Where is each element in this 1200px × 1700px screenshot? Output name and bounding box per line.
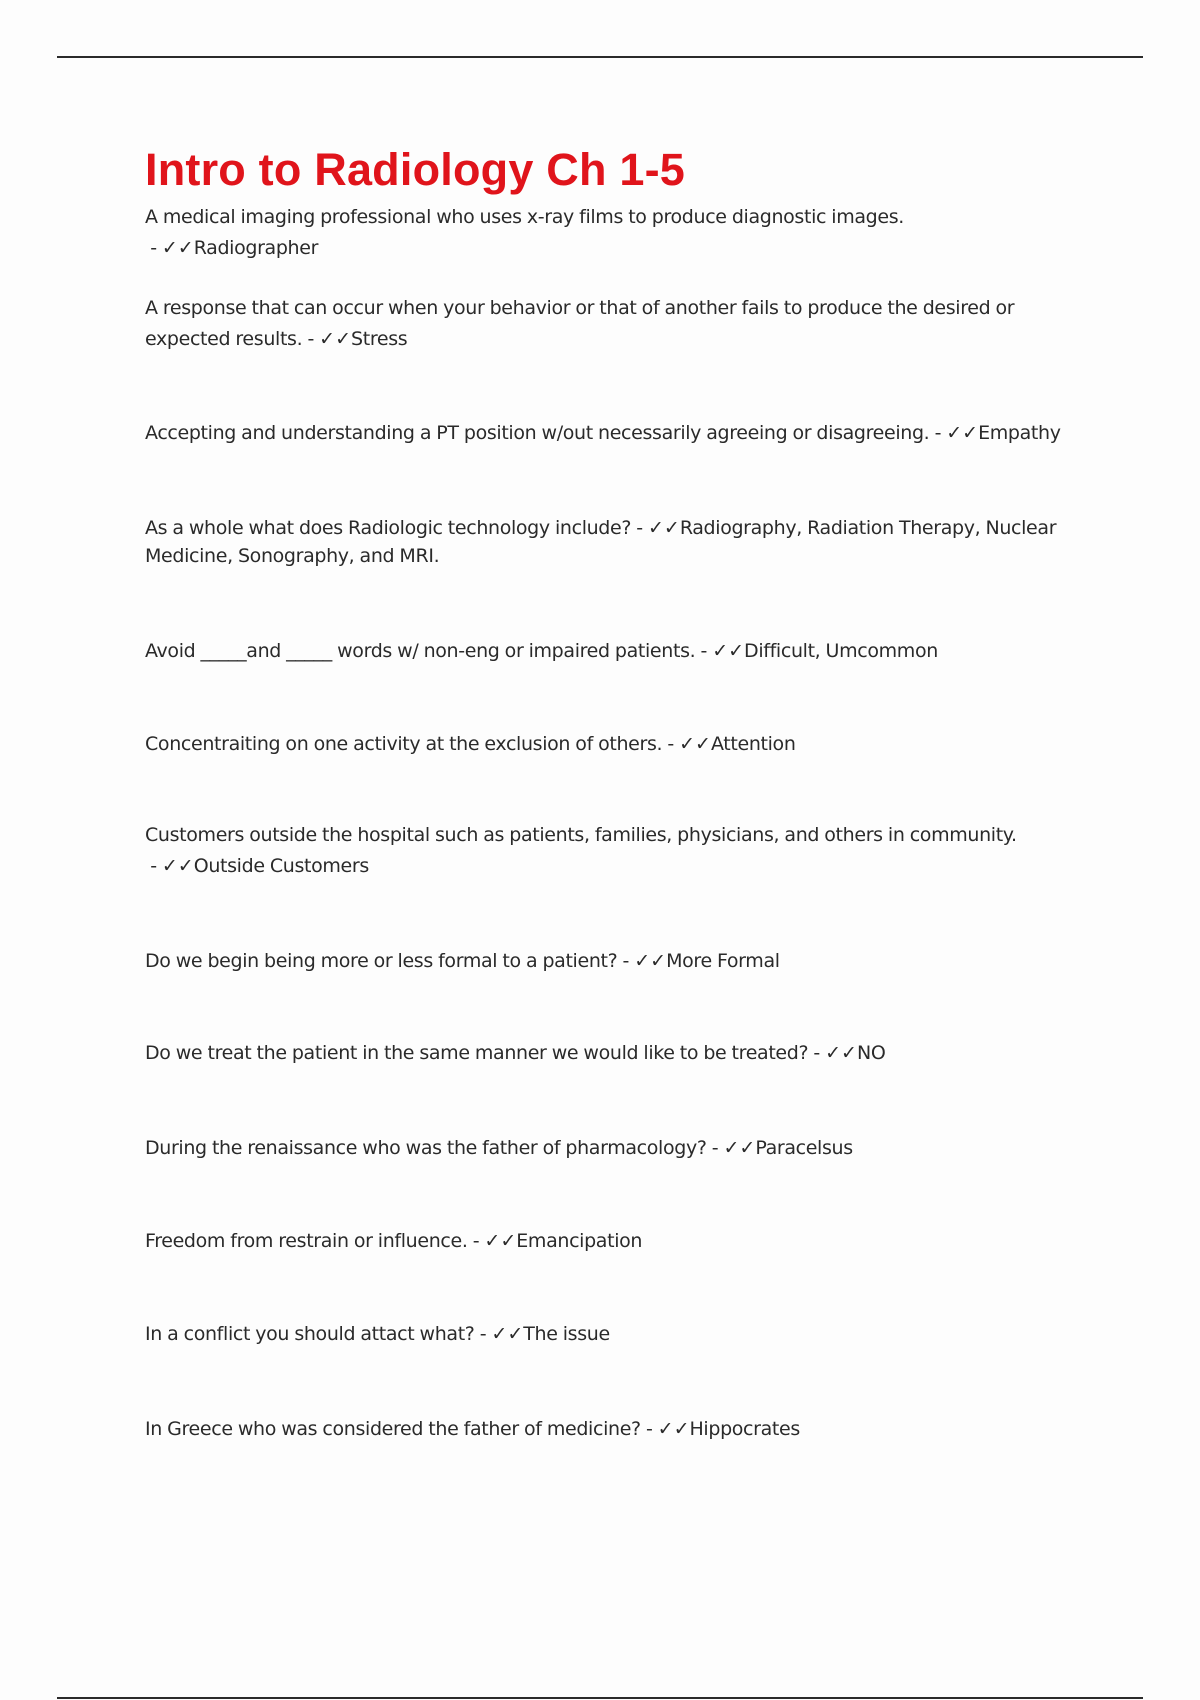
separator: - (145, 237, 162, 259)
qa-item-8 (145, 946, 1075, 977)
qa-item-2 (145, 293, 1075, 355)
question-text: Do we begin being more or less formal to a patient? (145, 950, 618, 972)
answer-text: Emancipation (516, 1230, 643, 1252)
qa-item-12 (145, 1319, 1075, 1350)
question-text: Accepting and understanding a PT position w/out necessarily agreeing or disagreeing. (145, 422, 930, 444)
separator: - (695, 640, 713, 662)
page-title: Intro to Radiology Ch 1-5 (145, 144, 685, 195)
question-text: In Greece who was considered the father of medicine? (145, 1418, 641, 1440)
separator: - (929, 422, 947, 444)
separator: - (640, 1418, 658, 1440)
question-text: A response that can occur when your behavior or that of another fails to produce the desired or expected results. (145, 297, 1015, 350)
question-text: Freedom from restrain or influence. (145, 1230, 468, 1252)
double-check-icon: ✓✓ (723, 1137, 756, 1159)
top-rule (57, 56, 1143, 58)
answer-text: The issue (523, 1323, 610, 1345)
answer-text: Empathy (978, 422, 1061, 444)
qa-item-9 (145, 1038, 1075, 1069)
question-text: Avoid _____and _____ words w/ non-eng or impaired patients. (145, 640, 696, 662)
answer-text: Outside Customers (193, 855, 369, 877)
separator: - (706, 1137, 724, 1159)
qa-item-5 (145, 636, 1075, 667)
double-check-icon: ✓✓ (946, 422, 979, 444)
separator: - (145, 855, 162, 877)
question-text: Concentraiting on one activity at the exclusion of others. (145, 733, 663, 755)
double-check-icon: ✓✓ (161, 855, 194, 877)
qa-item-6 (145, 729, 1075, 760)
question-text: A medical imaging professional who uses x-ray films to produce diagnostic images. (145, 206, 904, 228)
question-text: In a conflict you should attact what? (145, 1323, 475, 1345)
double-check-icon: ✓✓ (647, 517, 680, 539)
qa-item-1 (145, 202, 1075, 264)
double-check-icon: ✓✓ (319, 328, 352, 350)
double-check-icon: ✓✓ (161, 237, 194, 259)
answer-text: Radiographer (193, 237, 319, 259)
question-text: Customers outside the hospital such as patients, families, physicians, and others in community. (145, 824, 1017, 846)
answer-text: Difficult, Umcommon (744, 640, 938, 662)
separator: - (302, 328, 320, 350)
answer-text: More Formal (666, 950, 780, 972)
answer-text: Radiography, Radiation Therapy, Nuclear Medicine, Sonography, and MRI. (145, 517, 1057, 567)
qa-item-4 (145, 514, 1075, 570)
double-check-icon: ✓✓ (491, 1323, 524, 1345)
answer-text: Attention (710, 733, 796, 755)
separator: - (662, 733, 680, 755)
double-check-icon: ✓✓ (657, 1418, 690, 1440)
separator: - (617, 950, 635, 972)
answer-text: Hippocrates (689, 1418, 800, 1440)
question-text: Do we treat the patient in the same manner we would like to be treated? (145, 1042, 809, 1064)
separator: - (808, 1042, 826, 1064)
answer-text: Stress (351, 328, 408, 350)
double-check-icon: ✓✓ (679, 733, 711, 755)
double-check-icon: ✓✓ (634, 950, 667, 972)
question-text: During the renaissance who was the father of pharmacology? (145, 1137, 707, 1159)
question-text: As a whole what does Radiologic technology include? (145, 517, 632, 539)
bottom-rule (57, 1697, 1143, 1699)
answer-text: Paracelsus (755, 1137, 853, 1159)
double-check-icon: ✓✓ (825, 1042, 857, 1064)
separator: - (631, 517, 648, 539)
qa-item-11 (145, 1226, 1075, 1257)
qa-item-10 (145, 1133, 1075, 1164)
separator: - (474, 1323, 492, 1345)
qa-item-7 (145, 820, 1075, 882)
separator: - (467, 1230, 485, 1252)
answer-text: NO (856, 1042, 886, 1064)
double-check-icon: ✓✓ (484, 1230, 517, 1252)
double-check-icon: ✓✓ (712, 640, 745, 662)
qa-item-3 (145, 418, 1075, 449)
qa-item-13 (145, 1414, 1075, 1445)
